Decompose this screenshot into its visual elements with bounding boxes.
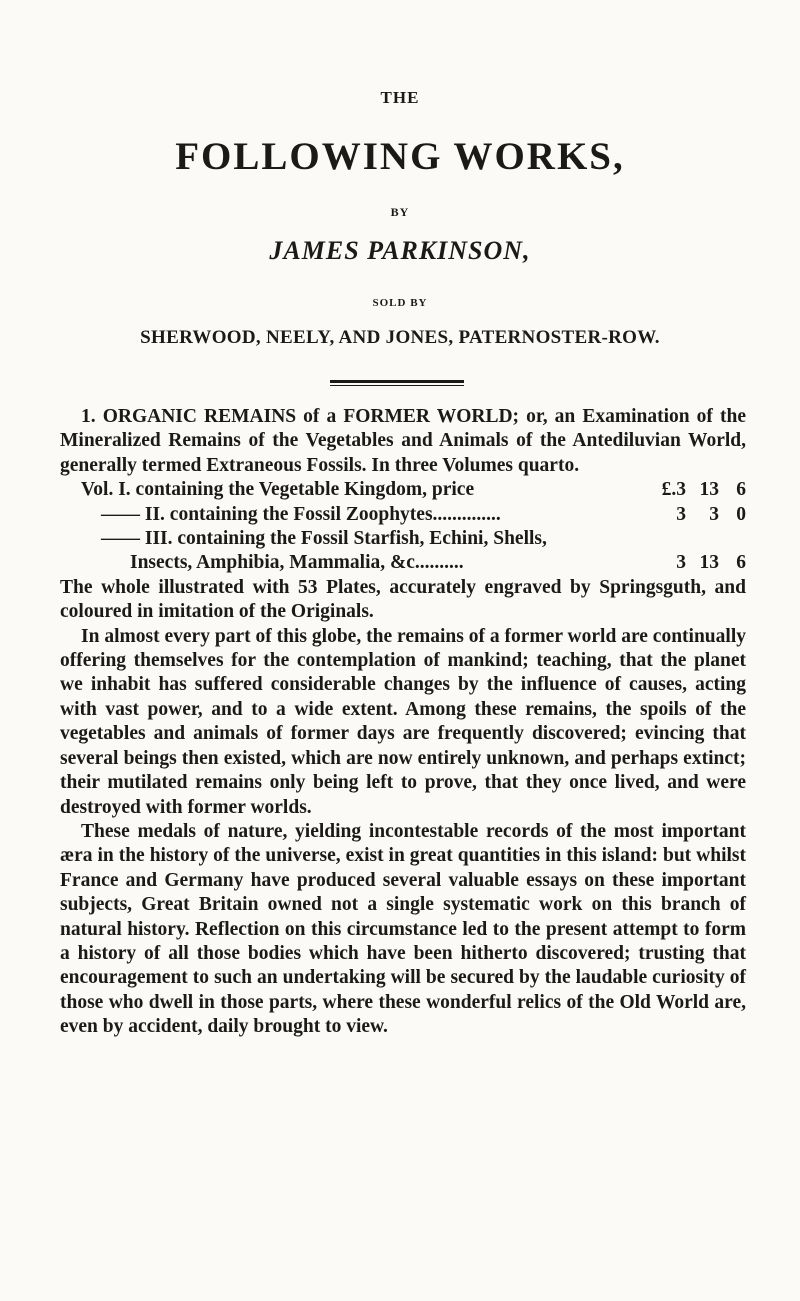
author-name: JAMES PARKINSON, bbox=[269, 236, 531, 265]
sold-by-line: SOLD BY bbox=[372, 297, 428, 309]
paragraph: These medals of nature, yielding incontestable records of the most important æra in the history of the universe, exist in great quantities in this island: but whilst France and Germany have produced several valuable essays on these important subjects, Great Britain owned not a single systematic work on this branch of natural history. Reflection on this circumstance led to the present attempt to form a history of all those bodies which have been hitherto discovered; trusting that encouragement to such an undertaking will be secured by the laudable curiosity of those who dwell in those parts, where these wonderful relics of the Old World are, even by accident, daily brought to view. bbox=[60, 820, 746, 1038]
heading-the: THE bbox=[380, 88, 420, 107]
publisher: SHERWOOD, NEELY, AND JONES, PATERNOSTER-ROW. bbox=[140, 327, 660, 348]
volume-label: —— III. containing the Fossil Starfish, Echini, Shells, bbox=[101, 528, 547, 550]
volume-label: Insects, Amphibia, Mammalia, &c.......... bbox=[130, 552, 464, 574]
entry-intro: 1. ORGANIC REMAINS of a FORMER WORLD; or, an Examination of the Mineralized Remains of the Vegetables and Animals of the Antediluvian World, generally termed Extraneous Fossils. In three Volumes quarto. bbox=[60, 406, 746, 476]
by-line: BY bbox=[390, 205, 410, 219]
price bbox=[630, 478, 746, 502]
divider-rule bbox=[330, 380, 464, 386]
price-shillings: 13 bbox=[699, 552, 719, 574]
entry-body bbox=[60, 405, 746, 1040]
price-pounds: 3 bbox=[676, 552, 686, 574]
volume-label: —— II. containing the Fossil Zoophytes.............. bbox=[101, 503, 501, 525]
volume-row bbox=[60, 478, 746, 502]
volume-row bbox=[60, 551, 746, 575]
price-pence: 0 bbox=[736, 503, 746, 525]
volume-label: Vol. I. containing the Vegetable Kingdom, price bbox=[81, 479, 475, 501]
volume-row bbox=[60, 503, 746, 527]
volume-row bbox=[60, 527, 746, 551]
price-pence: 6 bbox=[736, 552, 746, 574]
price-shillings: 13 bbox=[699, 479, 719, 501]
price-pounds: 3 bbox=[676, 503, 686, 525]
plates-note: The whole illustrated with 53 Plates, accurately engraved by Springsguth, and coloured in imitation of the Originals. bbox=[60, 576, 746, 623]
page-title: FOLLOWING WORKS, bbox=[175, 135, 625, 178]
price-shillings: 3 bbox=[709, 503, 719, 525]
price bbox=[630, 551, 746, 575]
price-pounds: £.3 bbox=[661, 479, 686, 501]
price-pence: 6 bbox=[736, 479, 746, 501]
paragraph: In almost every part of this globe, the remains of a former world are continually offering themselves for the contemplation of mankind; teaching, that the planet we inhabit has suffered considerable changes by the influence of causes, acting with vast power, and to a wide extent. Among these remains, the spoils of the vegetables and animals of former days are frequently discovered; evincing that several beings then existed, which are now entirely unknown, and perhaps extinct; their mutilated remains only being left to prove, that they once lived, and were destroyed with former worlds. bbox=[60, 625, 746, 818]
price bbox=[630, 503, 746, 527]
